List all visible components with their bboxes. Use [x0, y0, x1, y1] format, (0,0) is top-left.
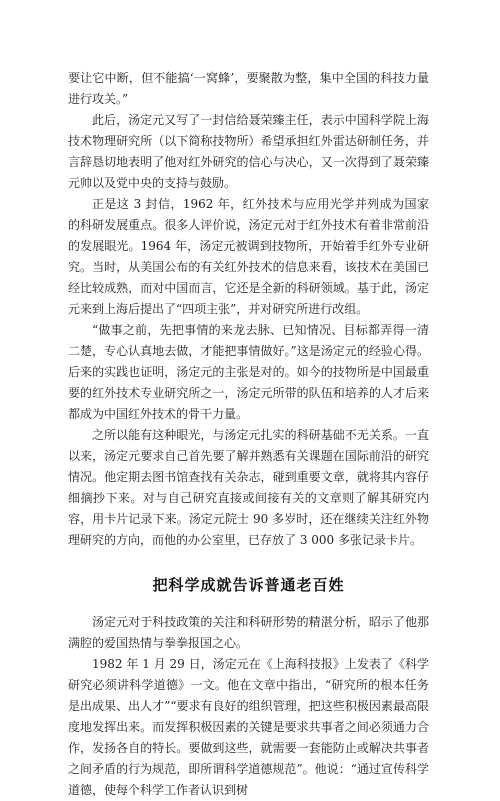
paragraph-3: “做事之前，先把事情的来龙去脉、已知情况、目标都弄得一清二楚，专心认真地去做，才能把事情做好。”这是汤定元的经验心得。后来的实践也证明，汤定元的主张是对的。如今的技物所是中国最重要的红外技术专业研究所之一，汤定元所带的队伍和培养的人才后来都成为中国红外技术的骨干力量。 [68, 323, 429, 421]
paragraph-6: 1982 年 1 月 29 日，汤定元在《上海科技报》上发表了《科学研究必须讲科学道德》一文。他在文章中指出，“研究所的根本任务是出成果、出人才”“要求有良好的组织管理，把这些积极因素最高限度地发挥出来。而发挥积极因素的关键是要求共事者之间必须通力合作，发扬各自的特长。要做到这些，就需要一套能防止或解决共事者之间矛盾的行为规范，即所谓科学道德规范”。他说：“通过宣传科学道德，使每个科学工作者认识到树 [68, 657, 429, 797]
paragraph-1: 此后，汤定元又写了一封信给聂荣臻主任，表示中国科学院上海技术物理研究所（以下简称技物所）希望承担红外雷达研制任务，并言辞恳切地表明了他对红外研究的信心与决心，又一次得到了聂荣臻元帅以及党中央的支持与鼓励。 [68, 113, 429, 190]
document-page [68, 68, 429, 801]
section-heading: 把科学成就告诉普通老百姓 [152, 576, 345, 594]
body-text-top [68, 68, 429, 551]
paragraph-2: 正是这 3 封信，1962 年，红外技术与应用光学并列成为国家的科研发展重点。很多人评价说，汤定元对于红外技术有着非常前沿的发展眼光。1964 年，汤定元被调到技物所，开始着手红外专业研究。当时，从美国公布的有关红外技术的信息来看，该技术在美国已经比较成熟，而对中国而言，它还是全新的科研领域。基于此，汤定元来到上海后提出了“四项主张”，并对研究所进行改组。 [68, 197, 429, 316]
body-text-bottom [68, 612, 429, 801]
paragraph-4: 之所以能有这种眼光，与汤定元扎实的科研基础不无关系。一直以来，汤定元要求自己首先要了解并熟悉有关课题在国际前沿的研究情况。他定期去图书馆查找有关杂志，碰到重要文章，就将其内容仔细摘抄下来。对与自己研究直接或间接有关的文章则了解其研究内容，用卡片记录下来。汤定元院士 90 多岁时，还在继续关注红外物理研究的方向，而他的办公室里，已存放了 3 000 多张记录卡片。 [68, 428, 429, 547]
paragraph-0: 要让它中断，但不能搞‘一窝蜂’，要聚散为整，集中全国的科技力量进行攻关。” [68, 71, 429, 106]
paragraph-5: 汤定元对于科技政策的关注和科研形势的精湛分析，昭示了他那满腔的爱国热情与拳拳报国之心。 [68, 615, 429, 650]
